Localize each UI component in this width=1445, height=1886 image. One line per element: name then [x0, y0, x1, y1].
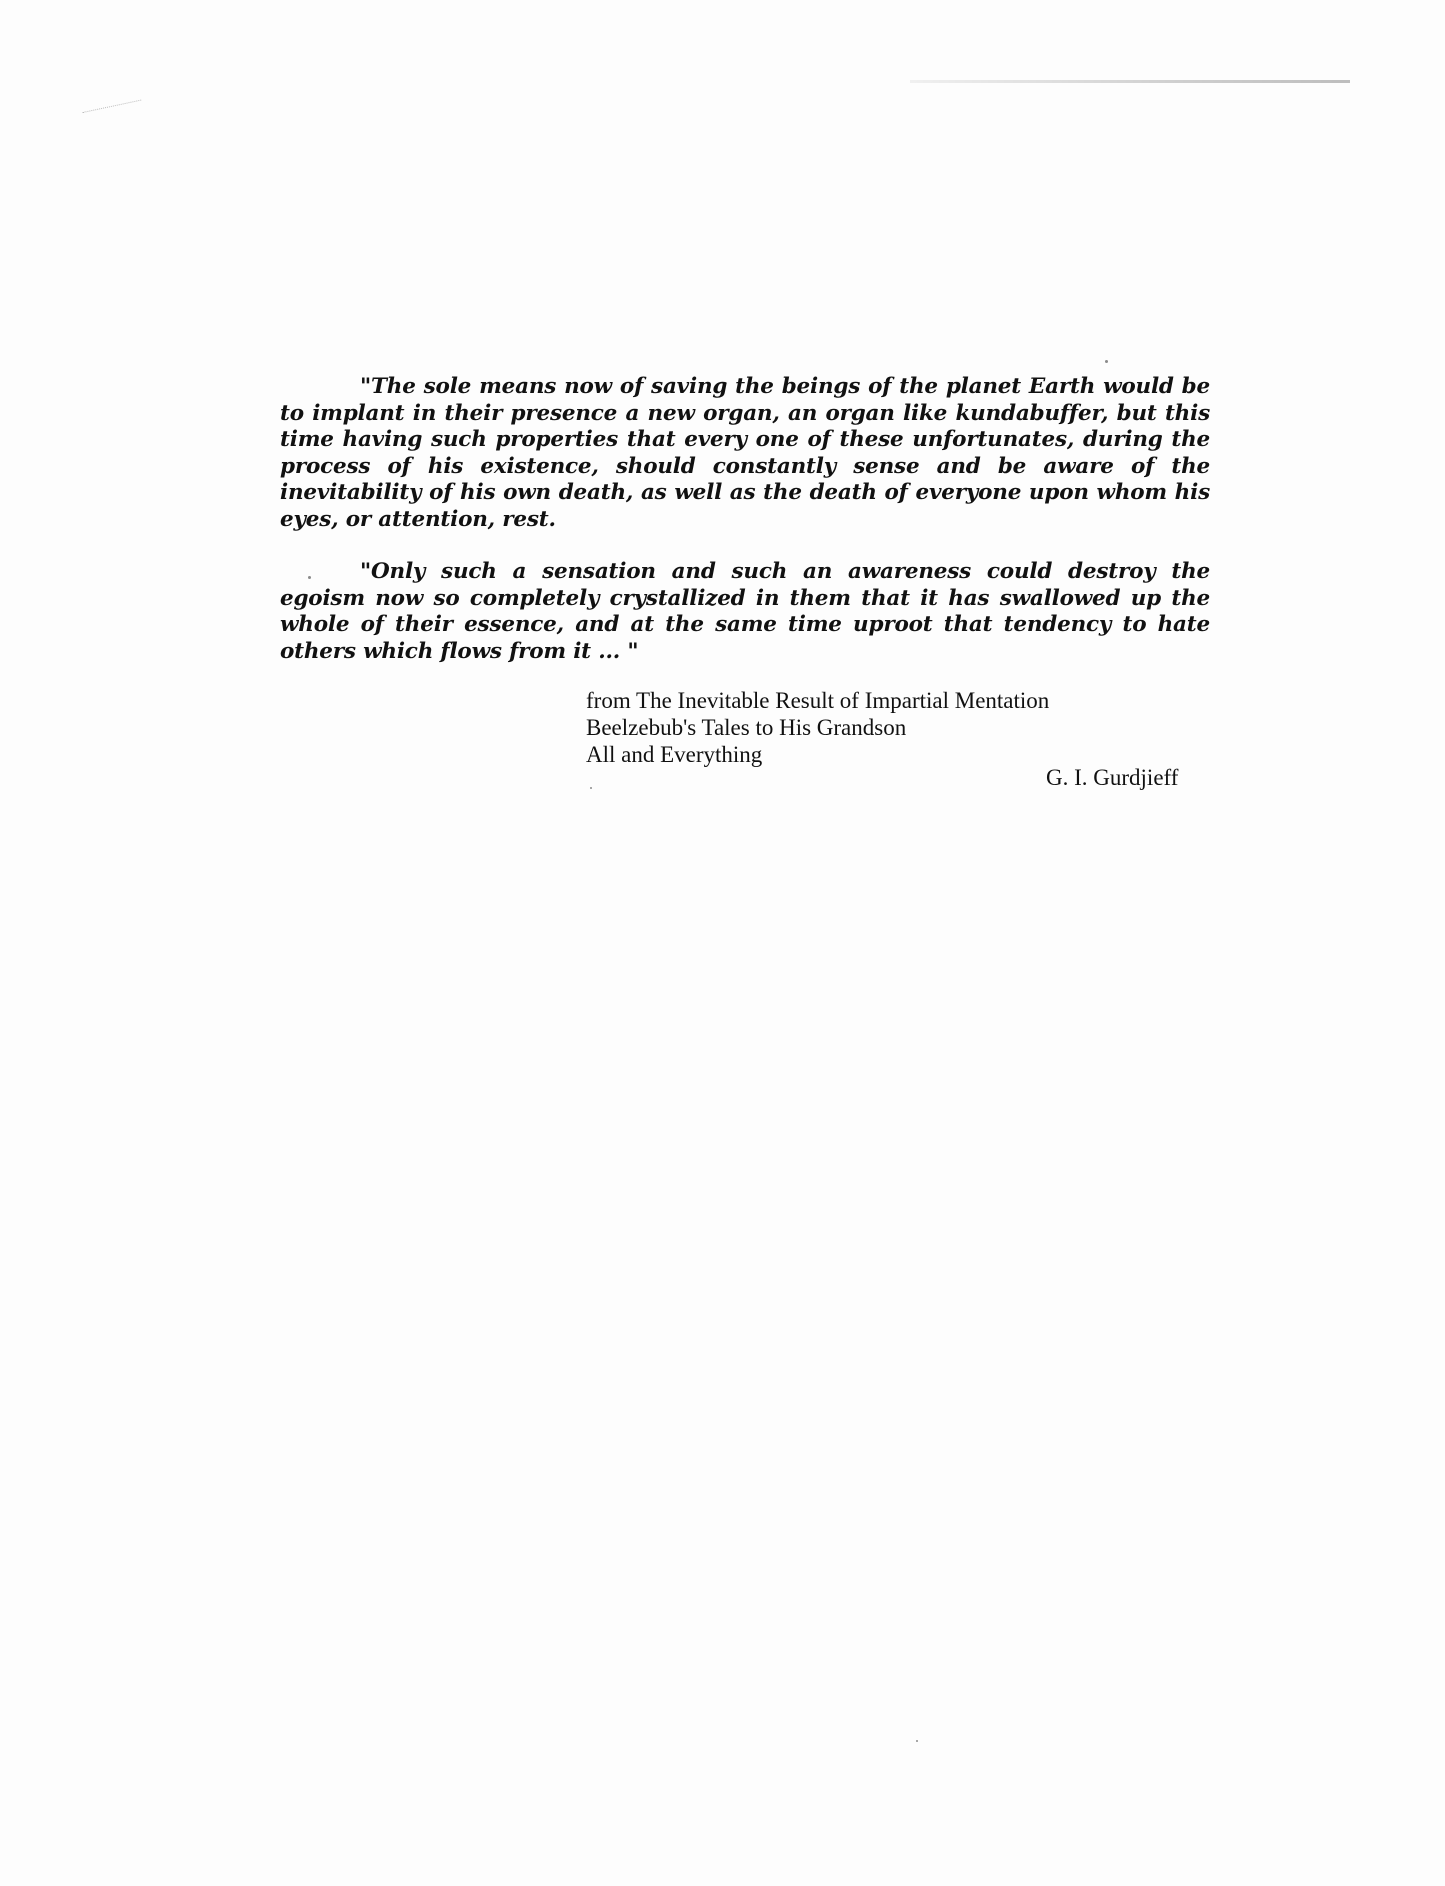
- scan-speck: [1105, 360, 1108, 363]
- source-series: All and Everything: [586, 742, 763, 767]
- source-chapter: from The Inevitable Result of Impartial Mentation: [586, 688, 1050, 713]
- scan-speck: [916, 1740, 918, 1742]
- quotation: [280, 374, 1210, 665]
- quote-paragraph-2: "Only such a sensation and such an awareness could destroy the egoism now so completely crystallized in them that it has swallowed up the whole of their essence, and at the same time uproot that tendency to hate others which flows from it ... ": [280, 559, 1210, 664]
- author-name: G. I. Gurdjieff: [1046, 765, 1179, 790]
- quote-paragraph-1: "The sole means now of saving the beings of the planet Earth would be to implant in their presence a new organ, an organ like kundabuffer, but this time having such properties that every one of these unfortunates, during the process of his existence, should constantly sense and be aware of the inevitability of his own death, as well as the death of everyone upon whom his eyes, or attention, rest.: [280, 374, 1210, 532]
- source-attribution: [586, 687, 1049, 768]
- scan-speck: [590, 787, 592, 789]
- scan-artifact: [910, 80, 1350, 83]
- scan-artifact: [79, 82, 142, 113]
- source-book: Beelzebub's Tales to His Grandson: [586, 715, 907, 740]
